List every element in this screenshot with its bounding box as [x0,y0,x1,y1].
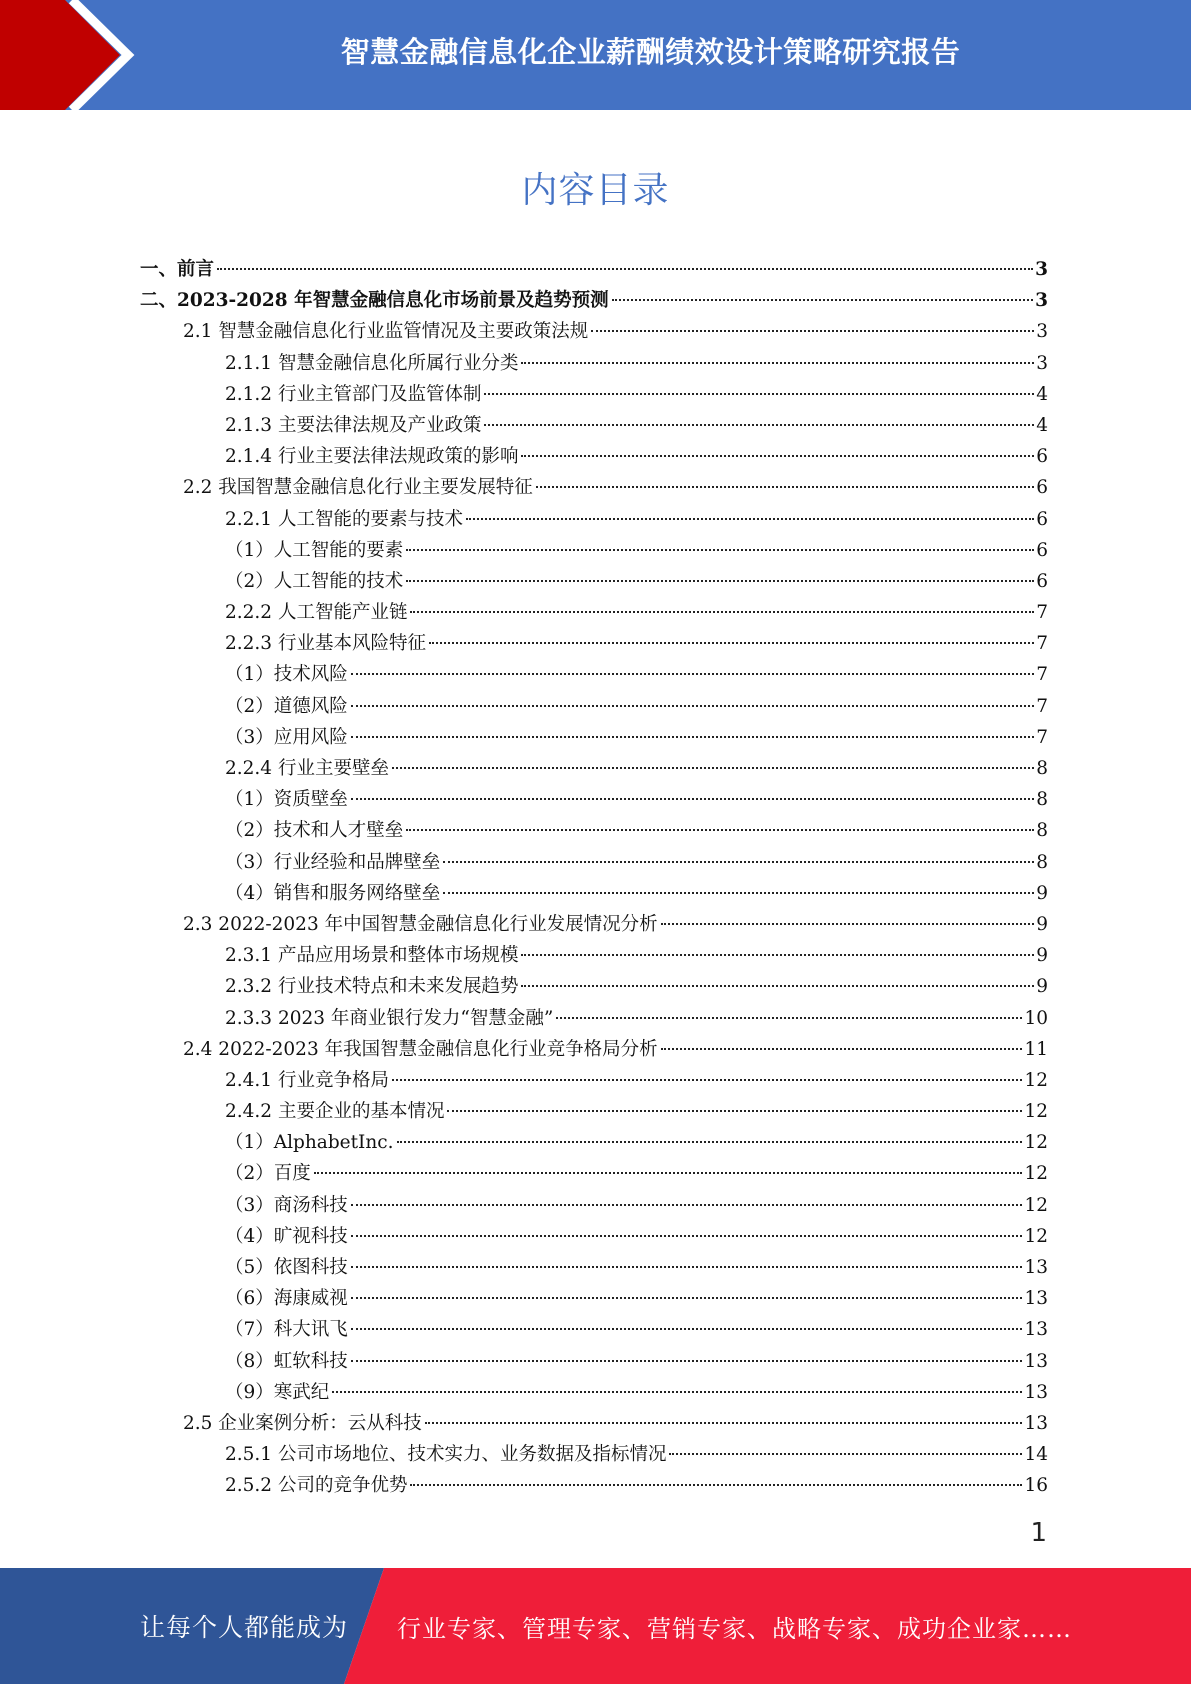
toc-dot-leader [466,518,1034,520]
toc-dot-leader [484,424,1034,426]
toc-dot-leader [392,1079,1022,1081]
toc-entry-page: 10 [1024,1007,1048,1029]
toc-entry[interactable] [140,348,1048,379]
toc-dot-leader [591,330,1034,332]
toc-entry-title: 2.3.1 产品应用场景和整体市场规模 [225,945,519,967]
toc-entry-title: （1）资质壁垒 [225,789,348,811]
toc-dot-leader [332,1391,1022,1393]
toc-entry[interactable] [140,1470,1048,1501]
toc-dot-leader [351,1360,1023,1362]
toc-entry-title: （1）人工智能的要素 [225,539,404,561]
toc-entry-page: 14 [1024,1444,1048,1466]
toc-entry[interactable] [140,441,1048,472]
toc-entry[interactable] [140,597,1048,628]
toc-entry[interactable] [140,566,1048,597]
toc-entry-title: 2.5.1 公司市场地位、技术实力、业务数据及指标情况 [225,1444,667,1466]
toc-dot-leader [406,829,1034,831]
toc-entry-title: 2.2.2 人工智能产业链 [225,602,408,624]
toc-dot-leader [410,1484,1022,1486]
toc-entry[interactable] [140,878,1048,909]
toc-entry-page: 13 [1024,1257,1048,1278]
toc-dot-leader [521,455,1034,457]
toc-entry-page: 9 [1036,976,1048,998]
toc-entry-title: （7）科大讯飞 [225,1319,348,1341]
toc-dot-leader [351,1328,1023,1330]
toc-entry-title: 2.2.3 行业基本风险特征 [225,633,426,655]
toc-dot-leader [351,673,1034,675]
toc-entry-title: 2.2.4 行业主要壁垒 [225,758,389,779]
toc-entry-title: 2.5.2 公司的竞争优势 [225,1475,408,1497]
footer-slogan-left: 让每个人都能成为 [140,1613,349,1642]
toc-entry-title: （6）海康威视 [225,1288,348,1310]
toc-entry[interactable] [140,504,1048,535]
toc-dot-leader [392,767,1034,769]
toc-entry-title: （5）依图科技 [225,1257,348,1278]
toc-entry-title: （3）行业经验和品牌壁垒 [225,851,441,873]
toc-dot-leader [669,1453,1022,1455]
toc-entry[interactable] [140,1314,1048,1345]
toc-entry-title: （4）旷视科技 [225,1225,348,1247]
toc-entry-page: 7 [1036,633,1048,655]
toc-entry[interactable] [140,909,1048,940]
toc-entry[interactable] [140,410,1048,441]
toc-entry-page: 12 [1024,1069,1048,1091]
toc-entry[interactable] [140,1127,1048,1158]
toc-entry-title: （3）应用风险 [225,726,348,748]
toc-entry[interactable] [140,1377,1048,1408]
toc-entry[interactable] [140,1158,1048,1189]
toc-dot-leader [443,861,1034,863]
toc-dot-leader [410,611,1034,613]
toc-entry-page: 12 [1024,1163,1048,1185]
toc-entry[interactable] [140,1065,1048,1096]
toc-entry[interactable] [140,940,1048,971]
toc-entry-page: 7 [1036,726,1048,748]
report-title: 智慧金融信息化企业薪酬绩效设计策略研究报告 [340,34,961,69]
toc-dot-leader [661,1048,1023,1050]
toc-entry[interactable] [140,659,1048,690]
toc-entry[interactable] [140,691,1048,722]
toc-entry-page: 13 [1024,1350,1048,1372]
toc-entry-page: 8 [1036,789,1048,811]
toc-entry-page: 12 [1024,1225,1048,1247]
toc-dot-leader [351,798,1034,800]
toc-entry-page: 12 [1024,1101,1048,1123]
toc-entry[interactable] [140,285,1048,316]
toc-entry[interactable] [140,1283,1048,1314]
toc-dot-leader [612,299,1034,301]
toc-entry-page: 3 [1035,290,1048,312]
toc-entry-page: 9 [1036,945,1048,967]
toc-dot-leader [521,985,1034,987]
toc-entry-page: 13 [1024,1319,1048,1341]
toc-entry[interactable] [140,722,1048,753]
toc-dot-leader [406,549,1034,551]
toc-entry[interactable] [140,316,1048,347]
toc-dot-leader [429,642,1034,644]
toc-entry-page: 3 [1036,321,1048,343]
toc-dot-leader [556,1017,1022,1019]
toc-entry[interactable] [140,1408,1048,1439]
toc-dot-leader [351,736,1034,738]
toc-entry[interactable] [140,784,1048,815]
toc-dot-leader [521,954,1034,956]
toc-entry-page: 16 [1024,1475,1048,1497]
toc-entry-page: 8 [1036,758,1048,779]
toc-entry-title: （8）虹软科技 [225,1350,348,1372]
toc-entry-title: （4）销售和服务网络壁垒 [225,882,441,904]
toc-entry-title: 2.1.1 智慧金融信息化所属行业分类 [225,352,519,374]
toc-entry-page: 6 [1036,446,1048,468]
toc-entry-title: 2.4.2 主要企业的基本情况 [225,1101,445,1123]
toc-entry[interactable] [140,1252,1048,1283]
toc-entry-page: 7 [1036,695,1048,717]
toc-entry-page: 6 [1036,477,1048,499]
toc-entry-page: 6 [1036,570,1048,592]
toc-entry[interactable] [140,1034,1048,1065]
toc-entry-page: 7 [1036,664,1048,686]
toc-entry-title: （2）人工智能的技术 [225,570,404,592]
toc-entry-title: 2.3.2 行业技术特点和未来发展趋势 [225,976,519,998]
toc-entry-title: 2.2.1 人工智能的要素与技术 [225,508,463,530]
toc-dot-leader [447,1110,1022,1112]
toc-dot-leader [397,1141,1023,1143]
toc-dot-leader [217,268,1033,270]
toc-dot-leader [351,1266,1023,1268]
toc-entry-page: 13 [1024,1412,1048,1434]
page-number: 1 [1030,1518,1047,1548]
toc-entry-page: 4 [1036,383,1048,405]
toc-entry-page: 11 [1024,1038,1048,1060]
toc-entry-page: 6 [1036,508,1048,530]
toc-entry[interactable] [140,1003,1048,1034]
table-of-contents [140,254,1048,1502]
page-header [0,0,1191,110]
toc-dot-leader [521,362,1034,364]
toc-entry-page: 9 [1036,882,1048,904]
toc-entry[interactable] [140,1221,1048,1252]
toc-entry-title: 2.1.4 行业主要法律法规政策的影响 [225,446,519,468]
toc-dot-leader [351,705,1034,707]
toc-entry-title: （2）道德风险 [225,695,348,717]
toc-entry-title: （9）寒武纪 [225,1381,330,1403]
toc-entry-page: 8 [1036,820,1048,842]
toc-entry-title: 二、2023-2028 年智慧金融信息化市场前景及趋势预测 [140,290,609,312]
toc-entry-title: （3）商汤科技 [225,1194,348,1216]
toc-entry-title: 2.1 智慧金融信息化行业监管情况及主要政策法规 [183,321,589,343]
toc-entry-page: 4 [1036,414,1048,436]
toc-entry[interactable] [140,379,1048,410]
toc-entry[interactable] [140,535,1048,566]
toc-entry-title: 2.5 企业案例分析：云从科技 [183,1412,422,1434]
toc-entry[interactable] [140,472,1048,503]
toc-entry-title: 2.4.1 行业竞争格局 [225,1069,389,1091]
toc-entry-page: 9 [1036,913,1048,935]
toc-dot-leader [406,580,1034,582]
toc-entry[interactable] [140,1096,1048,1127]
toc-entry-title: （2）技术和人才壁垒 [225,820,404,842]
toc-entry-title: （1）技术风险 [225,664,348,686]
toc-entry-page: 12 [1024,1132,1048,1154]
page-footer [0,1568,1191,1684]
toc-entry-title: 2.1.2 行业主管部门及监管体制 [225,383,482,405]
toc-entry[interactable] [140,815,1048,846]
toc-dot-leader [351,1297,1023,1299]
toc-entry-page: 13 [1024,1381,1048,1403]
toc-dot-leader [536,486,1034,488]
toc-entry-page: 13 [1024,1288,1048,1310]
toc-dot-leader [425,1422,1023,1424]
toc-dot-leader [484,393,1034,395]
toc-entry[interactable] [140,847,1048,878]
red-chevron-icon [0,0,170,110]
toc-entry-page: 3 [1036,352,1048,374]
toc-entry-title: （2）百度 [225,1163,311,1185]
toc-entry-page: 12 [1024,1194,1048,1216]
toc-entry[interactable] [140,1346,1048,1377]
toc-entry-title: 一、前言 [140,259,215,280]
toc-entry[interactable] [140,753,1048,784]
toc-heading: 内容目录 [521,170,670,211]
toc-entry-title: 2.3.3 2023 年商业银行发力“智慧金融” [225,1007,554,1029]
toc-dot-leader [443,892,1034,894]
toc-entry-page: 3 [1035,259,1048,280]
toc-entry[interactable] [140,1190,1048,1221]
toc-entry[interactable] [140,971,1048,1002]
toc-dot-leader [351,1204,1023,1206]
toc-dot-leader [351,1235,1023,1237]
toc-entry-title: （1）AlphabetInc. [225,1132,394,1154]
footer-slogan-right: 行业专家、管理专家、营销专家、战略专家、成功企业家…… [397,1614,1072,1643]
toc-entry-title: 2.3 2022-2023 年中国智慧金融信息化行业发展情况分析 [183,913,658,935]
toc-entry[interactable] [140,254,1048,285]
toc-entry-page: 7 [1036,602,1048,624]
toc-entry-page: 8 [1036,851,1048,873]
toc-entry-title: 2.1.3 主要法律法规及产业政策 [225,414,482,436]
toc-entry[interactable] [140,628,1048,659]
toc-entry[interactable] [140,1439,1048,1470]
toc-entry-page: 6 [1036,539,1048,561]
toc-dot-leader [314,1172,1023,1174]
toc-entry-title: 2.4 2022-2023 年我国智慧金融信息化行业竞争格局分析 [183,1038,658,1060]
toc-entry-title: 2.2 我国智慧金融信息化行业主要发展特征 [183,477,533,499]
toc-dot-leader [661,923,1035,925]
